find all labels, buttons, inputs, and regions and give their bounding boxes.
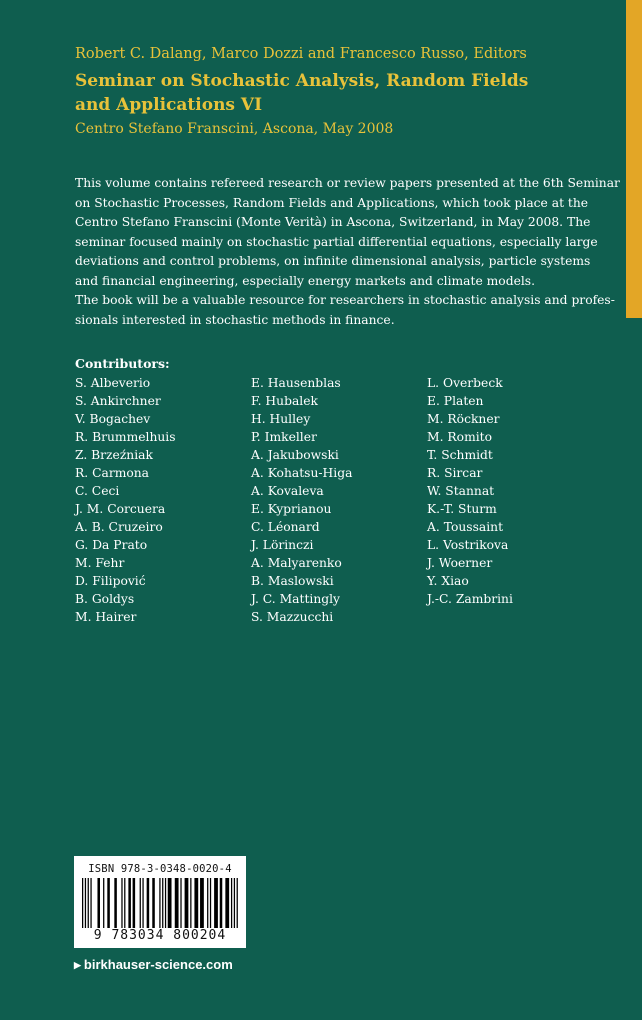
editors-line: Robert C. Dalang, Marco Dozzi and Francesco Russo, Editors bbox=[75, 46, 527, 62]
barcode-bar-13 bbox=[142, 878, 143, 928]
barcode-bar-20 bbox=[175, 878, 179, 928]
barcode-bar-4 bbox=[97, 878, 100, 928]
contributor-name: W. Stannat bbox=[427, 484, 495, 498]
contributor-name: A. Kohatsu-Higa bbox=[251, 466, 353, 480]
contributor-name: A. Toussaint bbox=[427, 520, 504, 534]
barcode-digits: 9 783034 800204 bbox=[93, 928, 227, 943]
contributor-name: K.-T. Sturm bbox=[427, 502, 497, 516]
barcode-bar-30 bbox=[225, 878, 229, 928]
barcode-bar-7 bbox=[114, 878, 117, 928]
contributor-name: J. M. Corcuera bbox=[75, 502, 166, 516]
contributor-name: C. Léonard bbox=[251, 520, 320, 534]
description-line: This volume contains refereed research or review papers presented at the 6th Seminar bbox=[75, 176, 620, 190]
description-paragraph-1 bbox=[75, 174, 620, 291]
contributor-name: F. Hubalek bbox=[251, 394, 318, 408]
contributor-name: A. Jakubowski bbox=[251, 448, 339, 462]
contributor-name: B. Goldys bbox=[75, 592, 135, 606]
barcode-bar-29 bbox=[220, 878, 223, 928]
description-line: seminar focused mainly on stochastic partial differential equations, especially large bbox=[75, 234, 598, 249]
contributor-name: E. Kyprianou bbox=[251, 502, 332, 516]
barcode-bar-1 bbox=[85, 878, 86, 928]
contributor-name: V. Bogachev bbox=[75, 412, 151, 426]
contributor-name: A. B. Cruzeiro bbox=[75, 520, 163, 534]
barcode-bar-17 bbox=[162, 878, 163, 928]
contributor-name: G. Da Prato bbox=[75, 538, 148, 552]
description-line: The book will be a valuable resource for researchers in stochastic analysis and profes- bbox=[75, 293, 615, 307]
barcode-bar-6 bbox=[107, 878, 110, 928]
barcode-bar-0 bbox=[82, 878, 83, 928]
barcode-bar-15 bbox=[152, 878, 155, 928]
barcode-bar-25 bbox=[200, 878, 204, 928]
contributor-name: M. Fehr bbox=[75, 556, 125, 570]
description-line: on Stochastic Processes, Random Fields and Applications, which took place at the bbox=[75, 195, 589, 210]
contributor-name: A. Kovaleva bbox=[251, 484, 324, 498]
contributor-name: L. Overbeck bbox=[427, 376, 503, 390]
description-line: sionals interested in stochastic methods in finance. bbox=[75, 312, 395, 327]
contributor-name: J. C. Mattingly bbox=[251, 592, 340, 606]
title-line-1: Seminar on Stochastic Analysis, Random Fields bbox=[75, 71, 529, 91]
accent-stripe bbox=[626, 0, 642, 318]
description-line: Centro Stefano Franscini (Monte Verità) in Ascona, Switzerland, in May 2008. The bbox=[75, 215, 591, 229]
contributor-name: D. Filipović bbox=[75, 574, 146, 588]
barcode-bar-8 bbox=[121, 878, 122, 928]
title-line-2: and Applications VI bbox=[75, 95, 263, 115]
contributor-name: T. Schmidt bbox=[427, 448, 493, 462]
barcode-bar-24 bbox=[194, 878, 198, 928]
contributor-name: R. Brummelhuis bbox=[75, 430, 176, 444]
description bbox=[75, 174, 620, 330]
barcode-bar-21 bbox=[180, 878, 181, 928]
venue-line: Centro Stefano Franscini, Ascona, May 2008 bbox=[75, 121, 394, 137]
barcode-bar-27 bbox=[210, 878, 211, 928]
contributors-column-3 bbox=[427, 374, 513, 608]
publisher-url: birkhauser-science.com bbox=[83, 957, 233, 972]
contributor-name: A. Malyarenko bbox=[251, 556, 342, 570]
barcode-bar-14 bbox=[147, 878, 150, 928]
book-title bbox=[75, 69, 545, 117]
contributor-name: M. Romito bbox=[427, 430, 493, 444]
barcode-bar-28 bbox=[214, 878, 218, 928]
contributor-name: R. Carmona bbox=[75, 466, 150, 480]
contributor-name: L. Vostrikova bbox=[427, 538, 509, 552]
triangle-arrow-icon: ▶ bbox=[74, 960, 81, 970]
contributors-column-2 bbox=[251, 374, 352, 626]
barcode-bar-9 bbox=[124, 878, 125, 928]
isbn-label: ISBN 978-3-0348-0020-4 bbox=[88, 863, 232, 875]
contributor-name: S. Albeverio bbox=[75, 376, 151, 390]
barcode-bar-26 bbox=[207, 878, 208, 928]
description-line: and financial engineering, especially energy markets and climate models. bbox=[75, 273, 536, 288]
barcode-bar-23 bbox=[190, 878, 191, 928]
barcode-bar-22 bbox=[185, 878, 189, 928]
barcode-bar-16 bbox=[159, 878, 160, 928]
contributor-name: M. Hairer bbox=[75, 610, 137, 624]
contributor-name: M. Röckner bbox=[427, 412, 500, 426]
contributors-column-1 bbox=[75, 374, 176, 626]
barcode-bar-10 bbox=[128, 878, 131, 928]
contributor-name: J. Lörinczi bbox=[251, 538, 314, 552]
barcode-bar-19 bbox=[168, 878, 172, 928]
barcode-bar-11 bbox=[133, 878, 136, 928]
contributor-name: S. Mazzucchi bbox=[251, 610, 334, 624]
contributor-name: B. Maslowski bbox=[251, 574, 334, 588]
contributor-name: P. Imkeller bbox=[251, 430, 317, 444]
contributor-name: H. Hulley bbox=[251, 412, 311, 426]
contributor-name: E. Hausenblas bbox=[251, 376, 341, 390]
description-line: deviations and control problems, on infinite dimensional analysis, particle systems bbox=[75, 254, 591, 268]
barcode-bar-2 bbox=[88, 878, 89, 928]
description-paragraph-2 bbox=[75, 291, 615, 330]
contributors-heading: Contributors: bbox=[75, 356, 170, 371]
publisher-link[interactable] bbox=[74, 957, 233, 972]
barcode-bar-31 bbox=[231, 878, 232, 928]
barcode-bar-5 bbox=[103, 878, 104, 928]
contributor-name: J.-C. Zambrini bbox=[427, 592, 513, 606]
contributor-name: Y. Xiao bbox=[427, 574, 469, 588]
barcode bbox=[74, 856, 246, 948]
barcode-bar-18 bbox=[165, 878, 166, 928]
barcode-bars bbox=[82, 878, 238, 928]
barcode-bar-12 bbox=[140, 878, 141, 928]
contributor-name: R. Sircar bbox=[427, 466, 483, 480]
barcode-bar-32 bbox=[234, 878, 235, 928]
barcode-bar-3 bbox=[90, 878, 91, 928]
contributor-name: S. Ankirchner bbox=[75, 394, 161, 408]
contributor-name: C. Ceci bbox=[75, 484, 120, 498]
barcode-bar-33 bbox=[237, 878, 238, 928]
contributor-name: E. Platen bbox=[427, 394, 484, 408]
contributor-name: Z. Brzeźniak bbox=[75, 448, 153, 462]
contributor-name: J. Woerner bbox=[427, 556, 493, 570]
